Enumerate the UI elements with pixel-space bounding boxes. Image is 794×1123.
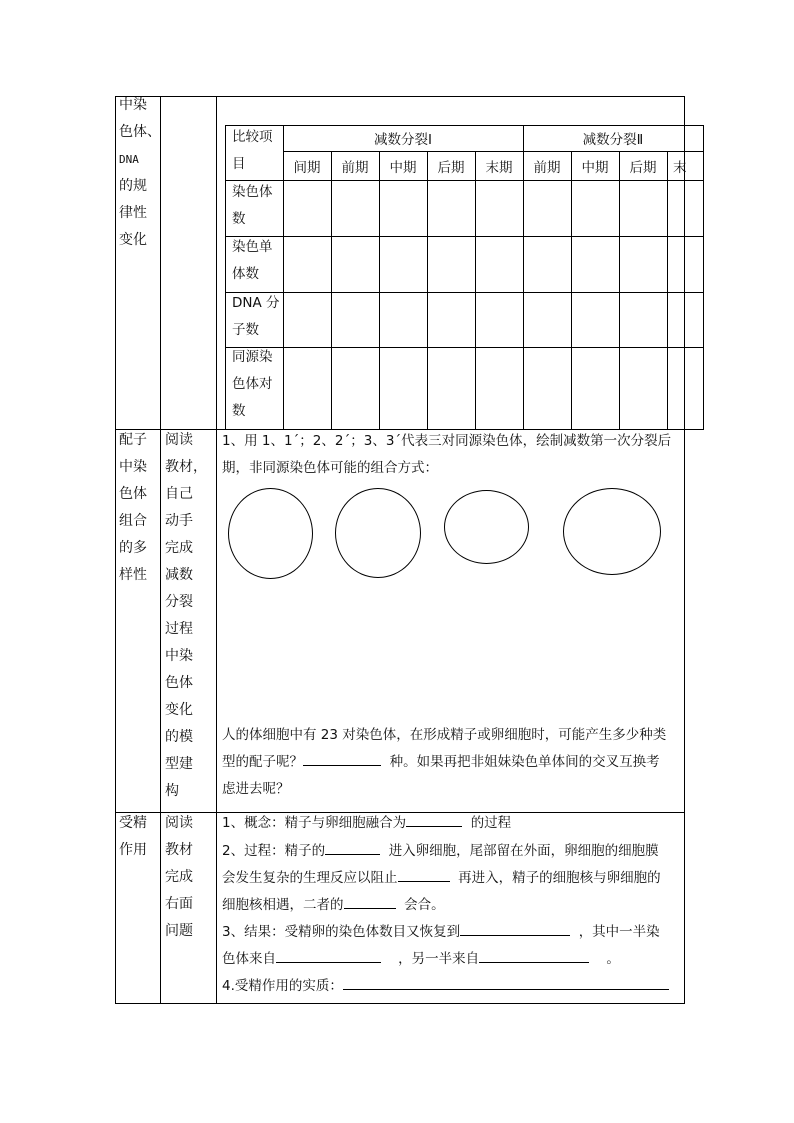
question-2-text: 种。如果再把非姐妹染色单体间的交叉互换考 xyxy=(389,754,660,770)
section2-method xyxy=(165,427,207,805)
essence-blank[interactable] xyxy=(343,975,669,990)
method-line: 教材， xyxy=(165,459,207,475)
fertilization-result-line-1 xyxy=(222,919,660,947)
label-line: 组合 xyxy=(119,513,147,529)
method-line: 减数 xyxy=(165,567,193,583)
row-label-line: 染色单 xyxy=(232,239,273,255)
label-line: 的规 xyxy=(119,178,147,194)
outer-right-border xyxy=(684,96,685,1004)
concept-text: 1、概念：精子与卵细胞融合为 xyxy=(222,815,407,831)
label-line: 色体 xyxy=(119,486,147,502)
label-line: 受精 xyxy=(119,815,147,831)
sperm-part-blank[interactable] xyxy=(325,840,380,855)
group-meiosis-1: 减数分裂Ⅰ xyxy=(374,132,432,148)
row-label-line: 同源染 xyxy=(232,349,273,365)
method-line: 变化 xyxy=(165,702,193,718)
label-line: 中染 xyxy=(119,459,147,475)
method-line: 完成 xyxy=(165,540,193,556)
section3-method xyxy=(165,810,193,945)
inner-col-line xyxy=(667,151,668,429)
fertilization-essence xyxy=(222,973,669,1001)
fertilization-process-line-2 xyxy=(222,865,661,893)
label-line: 的多 xyxy=(119,540,147,556)
phase-header: 前期 xyxy=(533,160,561,176)
phase-header: 中期 xyxy=(581,160,609,176)
label-line: 配子 xyxy=(119,432,147,448)
fertilization-result-line-2 xyxy=(222,946,620,974)
result-text: 色体来自 xyxy=(222,951,276,967)
method-line: 分裂 xyxy=(165,594,193,610)
process-text: 会发生复杂的生理反应以阻止 xyxy=(222,870,398,886)
fertilization-process-line-3 xyxy=(222,892,445,920)
label-line: 作用 xyxy=(119,842,147,858)
inner-phase-row-top xyxy=(283,151,704,152)
label-line: 律性 xyxy=(119,205,147,221)
restored-number-blank[interactable] xyxy=(460,921,570,936)
method-line: 型建 xyxy=(165,756,193,772)
section2-label xyxy=(119,427,147,589)
half-from-blank[interactable] xyxy=(276,948,381,963)
inner-table-top xyxy=(225,125,704,126)
other-half-from-blank[interactable] xyxy=(479,948,589,963)
result-text: 。 xyxy=(606,951,620,967)
row-label-dna-count xyxy=(232,290,280,344)
inner-col-line xyxy=(619,151,620,429)
header-item-line: 比较项 xyxy=(232,129,273,145)
header-item-label xyxy=(232,124,280,178)
process-text: 会合。 xyxy=(404,897,445,913)
method-line: 问题 xyxy=(165,923,193,939)
inner-col-line xyxy=(571,151,572,429)
method-line: 教材 xyxy=(165,842,193,858)
method-line: 自己 xyxy=(165,486,193,502)
column-divider-2 xyxy=(216,96,217,1004)
process-text: 再进入，精子的细胞核与卵细胞的 xyxy=(458,870,661,886)
fertilization-process-line-1 xyxy=(222,838,659,866)
row-label-line: 数 xyxy=(232,403,246,419)
section3-label xyxy=(119,810,147,864)
outer-bottom-border xyxy=(115,1003,685,1004)
process-text: 进入卵细胞，尾部留在外面，卵细胞的细胞膜 xyxy=(388,843,659,859)
inner-row-line xyxy=(225,180,704,181)
method-line: 色体 xyxy=(165,675,193,691)
method-line: 右面 xyxy=(165,896,193,912)
drawing-circle-2[interactable] xyxy=(335,488,421,578)
fertilization-concept xyxy=(222,810,511,838)
inner-col-line xyxy=(703,125,704,429)
phase-header: 末期 xyxy=(485,160,513,176)
inner-row-line xyxy=(225,236,704,237)
essence-text: 4.受精作用的实质： xyxy=(222,978,343,994)
method-line: 阅读 xyxy=(165,815,193,831)
label-line: 色体、 xyxy=(119,124,161,140)
phase-header: 末 xyxy=(673,160,687,176)
row-label-line: 色体对 xyxy=(232,376,273,392)
gamete-types-blank[interactable] xyxy=(303,751,381,766)
merge-blank[interactable] xyxy=(344,894,396,909)
concept-text: 的过程 xyxy=(470,815,512,831)
method-line: 动手 xyxy=(165,513,193,529)
row-label-line: DNA 分 xyxy=(232,295,280,311)
result-text: 3、结果：受精卵的染色体数目又恢复到 xyxy=(222,924,461,940)
phase-header: 中期 xyxy=(389,160,417,176)
drawing-circle-1[interactable] xyxy=(228,488,313,579)
inner-col-line xyxy=(379,151,380,429)
process-text: 2、过程：精子的 xyxy=(222,843,326,859)
method-line: 构 xyxy=(165,783,179,799)
inner-row-line xyxy=(225,347,704,348)
inner-col-line xyxy=(475,151,476,429)
question-1-line-2: 期，非同源染色体可能的组合方式： xyxy=(222,460,438,476)
header-item-line: 目 xyxy=(232,156,246,172)
method-line: 完成 xyxy=(165,869,193,885)
question-2-line-3: 虑进去呢？ xyxy=(222,781,290,797)
section1-label xyxy=(119,92,161,254)
question-2-text: 型的配子呢？ xyxy=(222,754,303,770)
row-label-chromosome-count xyxy=(232,179,280,233)
label-line: 中染 xyxy=(119,97,147,113)
outer-top-border xyxy=(115,96,685,97)
drawing-circle-3[interactable] xyxy=(444,490,529,564)
row-label-line: 子数 xyxy=(232,322,259,338)
label-line: DNA xyxy=(119,153,139,166)
row-label-line: 体数 xyxy=(232,266,259,282)
group-meiosis-2: 减数分裂Ⅱ xyxy=(582,132,644,148)
result-text: ，另一半来自 xyxy=(398,951,480,967)
inner-row-line xyxy=(225,292,704,293)
question-2-line-1: 人的体细胞中有 23 对染色体，在形成精子或卵细胞时，可能产生多少种类 xyxy=(222,727,667,743)
phase-header: 后期 xyxy=(629,160,657,176)
concept-blank[interactable] xyxy=(406,812,462,827)
question-1-line-1: 1、用 1、1´；2、2´；3、3´代表三对同源染色体，绘制减数第一次分裂后 xyxy=(222,433,672,449)
method-line: 过程 xyxy=(165,621,193,637)
row-label-homologous-pairs xyxy=(232,344,280,425)
drawing-circle-4[interactable] xyxy=(563,488,661,575)
inner-col-line xyxy=(331,151,332,429)
block-blank[interactable] xyxy=(398,867,450,882)
question-2-line-2 xyxy=(222,749,660,777)
phase-header: 后期 xyxy=(437,160,465,176)
method-line: 的模 xyxy=(165,729,193,745)
inner-col-line xyxy=(427,151,428,429)
row-label-line: 数 xyxy=(232,211,246,227)
label-line: 样性 xyxy=(119,567,147,583)
phase-header: 间期 xyxy=(293,160,321,176)
row-label-chromatid-count xyxy=(232,234,280,288)
method-line: 阅读 xyxy=(165,432,193,448)
phase-header: 前期 xyxy=(341,160,369,176)
process-text: 细胞核相遇，二者的 xyxy=(222,897,344,913)
outer-left-border xyxy=(115,96,116,1004)
result-text: ，其中一半染 xyxy=(578,924,660,940)
label-line: 变化 xyxy=(119,232,147,248)
inner-col-line xyxy=(225,125,226,429)
row-label-line: 染色体 xyxy=(232,184,273,200)
method-line: 中染 xyxy=(165,648,193,664)
